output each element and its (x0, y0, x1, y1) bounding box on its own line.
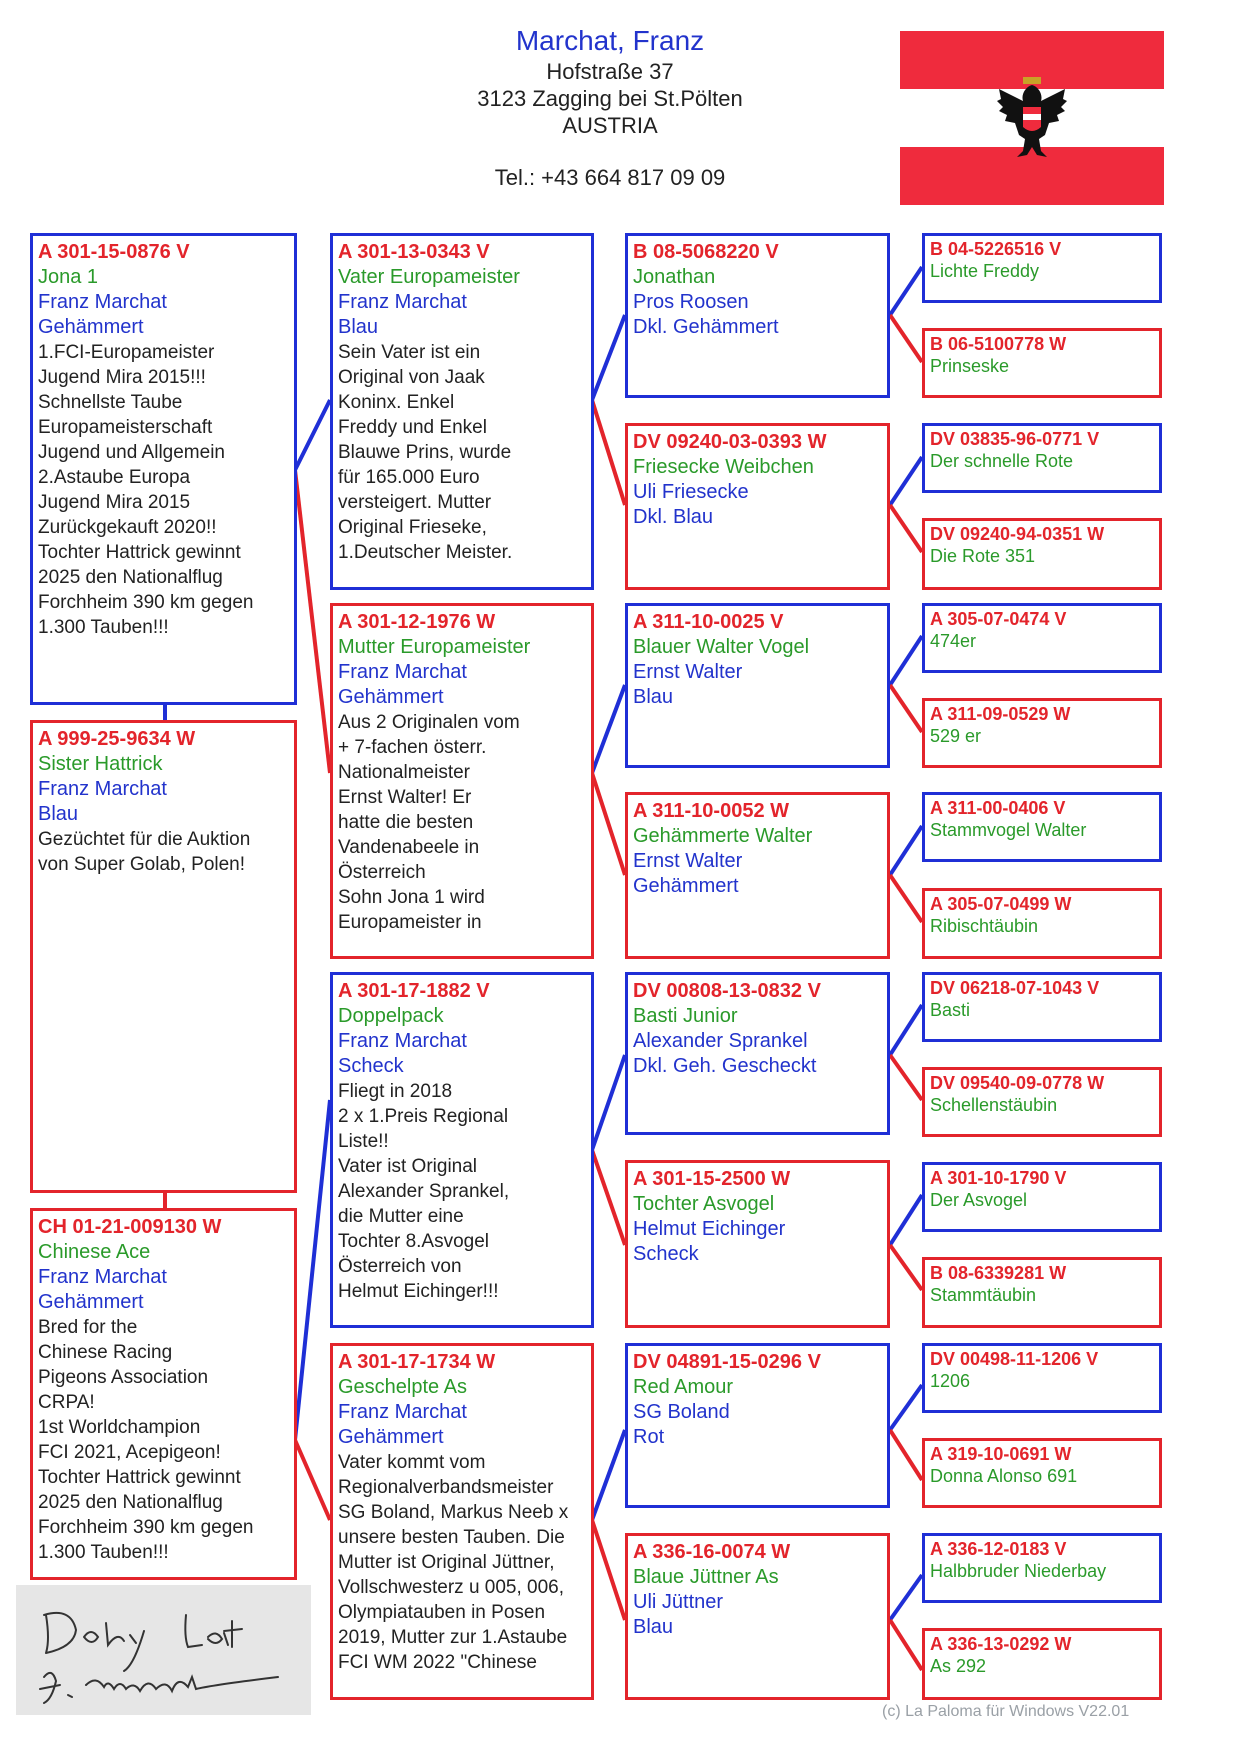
feather-color: Blau (633, 686, 674, 708)
connector-p3-dam (592, 1150, 625, 1245)
pigeon-name: Red Amour (633, 1376, 734, 1398)
pigeon-name: Basti (930, 1000, 971, 1020)
pigeon-card-friesecke-weibchen[interactable] (625, 423, 890, 590)
connector-g8-sire (890, 1575, 922, 1620)
signature-image (16, 1585, 311, 1715)
feather-color: Dkl. Gehämmert (633, 316, 779, 338)
pigeon-name: Sister Hattrick (38, 753, 163, 775)
pigeon-name: Jonathan (633, 266, 716, 288)
pigeon-name: Schellenstäubin (930, 1095, 1058, 1115)
pigeon-card-ribischtaubin[interactable] (922, 888, 1162, 959)
ring-number: A 301-17-1882 V (338, 980, 490, 1002)
ring-number: B 08-5068220 V (633, 241, 779, 263)
connector-g1-sire (890, 267, 922, 315)
connector-p3-sire (592, 1055, 625, 1150)
ring-number: A 311-10-0025 V (633, 611, 784, 633)
pigeon-name: Vater Europameister (338, 266, 520, 288)
ring-number: A 311-10-0052 W (633, 800, 790, 822)
pigeon-notes: Sein Vater ist ein Original von Jaak Koninx. Enkel Freddy und Enkel Blauwe Prins, wurde für 165.000 Euro versteigert. Mutter Original Frieseke, 1.Deutscher Meister. (338, 342, 513, 563)
connector-chinese-dam (295, 1440, 330, 1520)
connector-g8-dam (890, 1620, 922, 1670)
connector-g6-sire (890, 1195, 922, 1245)
feather-color: Scheck (338, 1055, 404, 1077)
pigeon-card-tochter-asvogel[interactable] (625, 1160, 890, 1328)
pigeon-card-gehammerte-walter[interactable] (625, 792, 890, 959)
breeder: Franz Marchat (338, 1401, 467, 1423)
pigeon-name: 1206 (930, 1371, 971, 1391)
feather-color: Blau (633, 1616, 674, 1638)
ring-number: CH 01-21-009130 W (38, 1216, 222, 1238)
connector-g7-sire (890, 1385, 922, 1430)
pigeon-card-prinseske[interactable] (922, 328, 1162, 398)
pigeon-notes: Gezüchtet für die Auktion von Super Golab, Polen! (38, 829, 251, 875)
ring-number: A 301-17-1734 W (338, 1351, 496, 1373)
pigeon-name: Geschelpte As (338, 1376, 467, 1398)
owner-name: Marchat, Franz (515, 25, 705, 56)
pigeon-card-1206[interactable] (922, 1343, 1162, 1413)
ring-number: A 311-09-0529 W (930, 704, 1071, 724)
pigeon-card-lichte-freddy[interactable] (922, 233, 1162, 303)
ring-number: DV 09240-03-0393 W (633, 431, 827, 453)
pigeon-name: Gehämmerte Walter (633, 825, 813, 847)
pigeon-card-jonathan[interactable] (625, 233, 890, 398)
pigeon-card-mutter-europameister[interactable] (330, 603, 594, 959)
ring-number: A 311-00-0406 V (930, 798, 1066, 818)
breeder: Helmut Eichinger (633, 1218, 786, 1240)
pigeon-card-sister-hattrick[interactable] (30, 720, 297, 1193)
breeder: Uli Jüttner (633, 1591, 724, 1613)
pigeon-name: Mutter Europameister (338, 636, 531, 658)
feather-color: Gehämmert (338, 686, 444, 708)
pigeon-card-chinese-ace[interactable] (30, 1208, 297, 1580)
pigeon-name: 529 er (930, 726, 982, 746)
feather-color: Gehämmert (38, 1291, 144, 1313)
pigeon-notes: Vater kommt vom Regionalverbandsmeister SG Boland, Markus Neeb x unsere besten Tauben. Die Mutter ist Original Jüttner, Vollschwesterz u 005, 006, Olympiatauben in Posen 2019, Mutter zur 1.Astaube FCI WM 2022 "Chinese (338, 1452, 569, 1673)
connector-p2-dam (592, 773, 625, 875)
pigeon-card-die-rote-351[interactable] (922, 518, 1162, 590)
feather-color: Rot (633, 1426, 665, 1448)
pigeon-card-as-292[interactable] (922, 1628, 1162, 1700)
ring-number: B 06-5100778 W (930, 334, 1067, 354)
pigeon-name: Chinese Ace (38, 1241, 151, 1263)
pigeon-card-jona[interactable] (30, 233, 297, 705)
ring-number: A 301-13-0343 V (338, 241, 490, 263)
breeder: Franz Marchat (338, 1030, 467, 1052)
pigeon-card-basti-junior[interactable] (625, 972, 890, 1135)
connector-p1-dam (592, 400, 625, 505)
ring-number: DV 04891-15-0296 V (633, 1351, 821, 1373)
ring-number: B 04-5226516 V (930, 239, 1062, 259)
connector-p1-sire (592, 315, 625, 400)
feather-color: Gehämmert (38, 316, 144, 338)
connector-g5-dam (890, 1055, 922, 1100)
ring-number: A 305-07-0474 V (930, 609, 1067, 629)
ring-number: A 301-10-1790 V (930, 1168, 1067, 1188)
connector-g3-dam (890, 685, 922, 732)
pigeon-name: 474er (930, 631, 977, 651)
feather-color: Gehämmert (633, 875, 739, 897)
ring-number: DV 00808-13-0832 V (633, 980, 821, 1002)
ring-number: A 319-10-0691 W (930, 1444, 1072, 1464)
pigeon-name: Blaue Jüttner As (633, 1566, 779, 1588)
pigeon-name: Die Rote 351 (930, 546, 1036, 566)
feather-color: Blau (38, 803, 79, 825)
pigeon-notes: Aus 2 Originalen vom + 7-fachen österr. Nationalmeister Ernst Walter! Er hatte die besten Vandenabeele in Österreich Sohn Jona 1 wird Europameister in (338, 712, 520, 933)
pigeon-card-der-asvogel[interactable] (922, 1162, 1162, 1232)
pigeon-name: Friesecke Weibchen (633, 456, 814, 478)
ring-number: DV 06218-07-1043 V (930, 978, 1100, 998)
pigeon-card-stammtaubin[interactable] (922, 1257, 1162, 1328)
pigeon-card-vater-europameister[interactable] (330, 233, 594, 590)
breeder: Franz Marchat (338, 291, 467, 313)
feather-color: Dkl. Blau (633, 506, 714, 528)
pigeon-notes: 1.FCI-Europameister Jugend Mira 2015!!! Schnellste Taube Europameisterschaft Jugend und Allgemein 2.Astaube Europa Jugend Mira 2015 Zurückgekauft 2020!! Tochter Hattrick gewinnt 2025 den Nationalflug Forchheim 390 km gegen 1.300 Tauben!!! (38, 342, 254, 638)
ring-number: A 301-12-1976 W (338, 611, 496, 633)
ring-number: DV 09540-09-0778 W (930, 1073, 1105, 1093)
connector-chinese-sire (295, 1100, 330, 1440)
connector-g2-dam (890, 505, 922, 552)
breeder: Ernst Walter (633, 850, 743, 872)
breeder: Franz Marchat (38, 291, 167, 313)
pigeon-name: Tochter Asvogel (633, 1193, 775, 1215)
pigeon-name: Basti Junior (633, 1005, 738, 1027)
ring-number: A 999-25-9634 W (38, 728, 196, 750)
connector-jona-dam (295, 470, 330, 773)
pigeon-name: Lichte Freddy (930, 261, 1040, 281)
pigeon-card-basti[interactable] (922, 972, 1162, 1042)
handwritten-signature (16, 1585, 311, 1715)
pigeon-card-doppelpack[interactable] (330, 972, 594, 1328)
breeder: Alexander Sprankel (633, 1030, 808, 1052)
pigeon-name: Der schnelle Rote (930, 451, 1074, 471)
pigeon-card-red-amour[interactable] (625, 1343, 890, 1508)
pigeon-notes: Bred for the Chinese Racing Pigeons Association CRPA! 1st Worldchampion FCI 2021, Acepigeon! Tochter Hattrick gewinnt 2025 den Nationalflug Forchheim 390 km gegen 1.300 Tauben!!! (38, 1317, 254, 1563)
breeder: Franz Marchat (38, 778, 167, 800)
connector-g4-dam (890, 875, 922, 922)
ring-number: A 301-15-0876 V (38, 241, 190, 263)
pigeon-name: Stammtäubin (930, 1285, 1037, 1305)
feather-color: Blau (338, 316, 379, 338)
connector-g6-dam (890, 1245, 922, 1290)
feather-color: Scheck (633, 1243, 699, 1265)
pigeon-name: Doppelpack (338, 1005, 444, 1027)
connector-p4-sire (592, 1430, 625, 1520)
pigeon-card-der-schnelle-rote[interactable] (922, 423, 1162, 493)
connector-p2-sire (592, 685, 625, 773)
ring-number: A 301-15-2500 W (633, 1168, 791, 1190)
ring-number: B 08-6339281 W (930, 1263, 1067, 1283)
breeder: Uli Friesecke (633, 481, 749, 503)
pigeon-name: Donna Alonso 691 (930, 1466, 1078, 1486)
pigeon-card-donna-alonso-691[interactable] (922, 1438, 1162, 1508)
pigeon-name: Jona 1 (38, 266, 99, 288)
ring-number: DV 09240-94-0351 W (930, 524, 1105, 544)
pigeon-name: Prinseske (930, 356, 1010, 376)
ring-number: DV 00498-11-1206 V (930, 1349, 1099, 1369)
software-credit: (c) La Paloma für Windows V22.01 (882, 1703, 1130, 1720)
pigeon-card-blauer-walter-vogel[interactable] (625, 603, 890, 768)
pigeon-notes: Fliegt in 2018 2 x 1.Preis Regional Liste!! Vater ist Original Alexander Sprankel, die Mutter eine Tochter 8.Asvogel Österreich von Helmut Eichinger!!! (338, 1081, 510, 1302)
connector-g1-dam (890, 315, 922, 362)
owner-street: Hofstraße 37 (546, 59, 674, 84)
breeder: Franz Marchat (38, 1266, 167, 1288)
connector-g2-sire (890, 457, 922, 505)
owner-country: AUSTRIA (562, 113, 658, 138)
feather-color: Dkl. Geh. Gescheckt (633, 1055, 817, 1077)
connector-g3-sire (890, 636, 922, 685)
pigeon-card-halbbruder-niederbay[interactable] (922, 1533, 1162, 1603)
pigeon-card-schellenstaubin[interactable] (922, 1067, 1162, 1137)
pigeon-name: Stammvogel Walter (930, 820, 1087, 840)
breeder: SG Boland (633, 1401, 730, 1423)
ring-number: A 336-13-0292 W (930, 1634, 1072, 1654)
owner-city: 3123 Zagging bei St.Pölten (477, 86, 743, 111)
pigeon-card-geschelpte-as[interactable] (330, 1343, 594, 1700)
connector-g4-sire (890, 826, 922, 875)
pigeon-name: Halbbruder Niederbay (930, 1561, 1107, 1581)
breeder: Pros Roosen (633, 291, 749, 313)
owner-phone: Tel.: +43 664 817 09 09 (494, 165, 726, 190)
ring-number: DV 03835-96-0771 V (930, 429, 1100, 449)
pigeon-card-529-er[interactable] (922, 698, 1162, 768)
feather-color: Gehämmert (338, 1426, 444, 1448)
pigeon-name: Blauer Walter Vogel (633, 636, 810, 658)
pigeon-name: Ribischtäubin (930, 916, 1039, 936)
breeder: Ernst Walter (633, 661, 743, 683)
breeder: Franz Marchat (338, 661, 467, 683)
connector-p4-dam (592, 1520, 625, 1620)
pigeon-name: As 292 (930, 1656, 987, 1676)
pigeon-name: Der Asvogel (930, 1190, 1028, 1210)
pigeon-card-474er[interactable] (922, 603, 1162, 673)
connector-jona-sire (295, 400, 330, 470)
ring-number: A 305-07-0499 W (930, 894, 1072, 914)
connector-g5-sire (890, 1005, 922, 1055)
ring-number: A 336-12-0183 V (930, 1539, 1067, 1559)
pigeon-card-stammvogel-walter[interactable] (922, 792, 1162, 862)
connector-g7-dam (890, 1430, 922, 1480)
ring-number: A 336-16-0074 W (633, 1541, 791, 1563)
pigeon-card-blaue-juttner-as[interactable] (625, 1533, 890, 1700)
